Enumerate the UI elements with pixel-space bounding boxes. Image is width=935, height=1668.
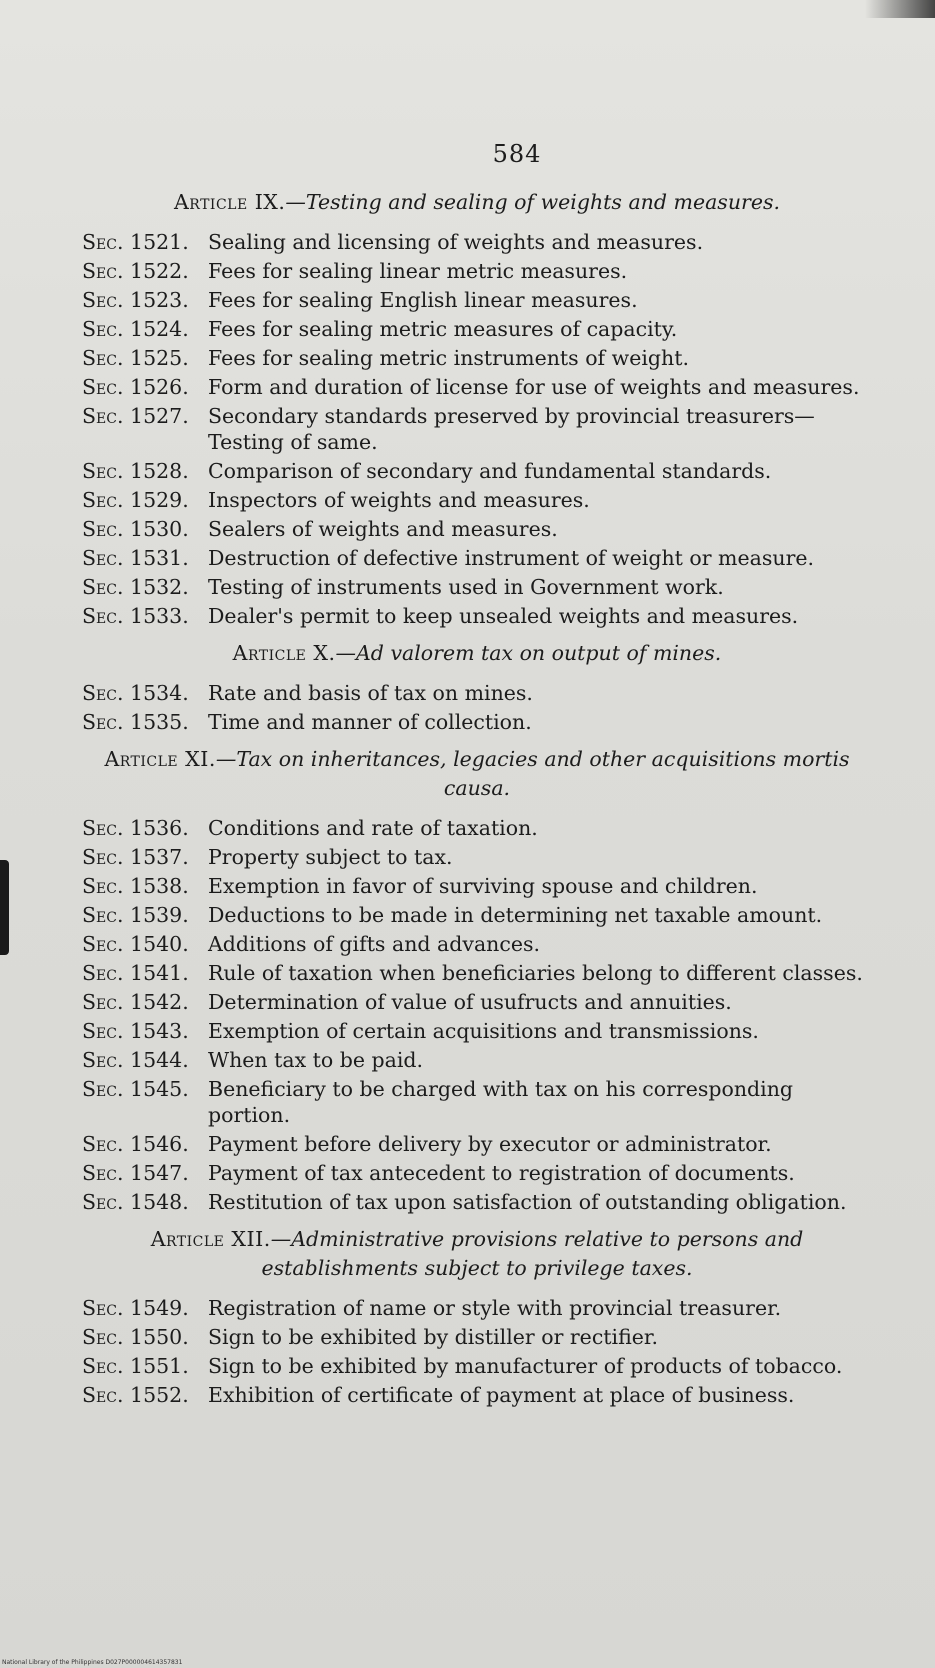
section-number [82,709,208,735]
section-prefix: Sec. [82,404,124,428]
section-number-value: 1539. [130,903,189,927]
section-title: Sealers of weights and measures. [208,517,558,541]
article-title: —Ad valorem tax on output of mines. [335,641,722,665]
section-prefix: Sec. [82,488,124,512]
section-entry [82,931,872,957]
section-prefix: Sec. [82,575,124,599]
section-number-value: 1534. [130,681,189,705]
section-entry [82,287,872,313]
section-number [82,815,208,841]
section-title: Form and duration of license for use of weights and measures. [208,375,860,399]
section-prefix: Sec. [82,288,124,312]
section-title: Deductions to be made in determining net taxable amount. [208,903,823,927]
section-prefix: Sec. [82,1132,124,1156]
article-title: —Administrative provisions relative to persons and establishments subject to privilege taxes. [261,1227,804,1280]
section-number-value: 1524. [130,317,189,341]
article-heading [82,1225,872,1283]
section-title: Destruction of defective instrument of weight or measure. [208,546,815,570]
section-number [82,487,208,513]
section-number [82,1295,208,1321]
section-number-value: 1552. [130,1383,189,1407]
section-prefix: Sec. [82,1019,124,1043]
section-number-value: 1544. [130,1048,189,1072]
section-title: Sealing and licensing of weights and measures. [208,230,704,254]
section-entry [82,989,872,1015]
section-title: Property subject to tax. [208,845,453,869]
section-title: Exemption of certain acquisitions and transmissions. [208,1019,759,1043]
section-entry [82,1131,872,1157]
section-title: Sign to be exhibited by distiller or rectifier. [208,1325,658,1349]
section-prefix: Sec. [82,816,124,840]
section-number [82,403,208,455]
section-number [82,1189,208,1215]
article-heading [82,639,872,668]
section-prefix: Sec. [82,710,124,734]
section-number [82,458,208,484]
article-label: Article IX. [173,190,286,214]
section-number-value: 1551. [130,1354,189,1378]
section-title: Conditions and rate of taxation. [208,816,538,840]
section-number [82,345,208,371]
section-number-value: 1532. [130,575,189,599]
section-prefix: Sec. [82,604,124,628]
section-number-value: 1525. [130,346,189,370]
section-entry [82,1324,872,1350]
section-title: Rate and basis of tax on mines. [208,681,533,705]
section-title: Secondary standards preserved by provincial treasurers—Testing of same. [208,404,815,454]
section-number [82,516,208,542]
section-entry [82,1382,872,1408]
section-prefix: Sec. [82,1048,124,1072]
section-number [82,1324,208,1350]
section-prefix: Sec. [82,375,124,399]
section-entry [82,1189,872,1215]
section-number [82,873,208,899]
section-entry [82,960,872,986]
section-number-value: 1523. [130,288,189,312]
section-prefix: Sec. [82,845,124,869]
section-prefix: Sec. [82,546,124,570]
section-number-value: 1543. [130,1019,189,1043]
section-number-value: 1546. [130,1132,189,1156]
section-title: Dealer's permit to keep unsealed weights and measures. [208,604,799,628]
section-entry [82,1018,872,1044]
section-prefix: Sec. [82,259,124,283]
section-prefix: Sec. [82,903,124,927]
section-number-value: 1535. [130,710,189,734]
section-number-value: 1521. [130,230,189,254]
section-entry [82,574,872,600]
section-number [82,545,208,571]
section-number-value: 1542. [130,990,189,1014]
scan-binding-mark [0,860,9,955]
section-number-value: 1526. [130,375,189,399]
section-number-value: 1536. [130,816,189,840]
section-prefix: Sec. [82,230,124,254]
section-prefix: Sec. [82,1354,124,1378]
section-entry [82,316,872,342]
section-title: Rule of taxation when beneficiaries belong to different classes. [208,961,863,985]
articles-container [82,188,872,1408]
section-number-value: 1522. [130,259,189,283]
section-number-value: 1545. [130,1077,189,1101]
section-entry [82,345,872,371]
scan-corner-shadow [865,0,935,18]
section-number [82,1160,208,1186]
section-entry [82,1295,872,1321]
section-number-value: 1533. [130,604,189,628]
section-number [82,1353,208,1379]
article-title: —Testing and sealing of weights and measures. [285,190,780,214]
section-number-value: 1548. [130,1190,189,1214]
section-entry [82,258,872,284]
section-entry [82,1353,872,1379]
section-number [82,229,208,255]
section-number [82,1018,208,1044]
section-number [82,989,208,1015]
section-number [82,931,208,957]
section-list [82,815,872,1215]
section-number [82,603,208,629]
section-number [82,960,208,986]
section-number-value: 1528. [130,459,189,483]
page-number: 584 [492,140,542,168]
page-content [82,140,872,1418]
section-number [82,316,208,342]
section-prefix: Sec. [82,1161,124,1185]
section-title: Fees for sealing English linear measures. [208,288,638,312]
section-number-value: 1540. [130,932,189,956]
article-title: —Tax on inheritances, legacies and other acquisitions mortis causa. [215,747,850,800]
section-prefix: Sec. [82,1296,124,1320]
section-number [82,287,208,313]
section-prefix: Sec. [82,1383,124,1407]
section-number-value: 1531. [130,546,189,570]
section-title: Inspectors of weights and measures. [208,488,590,512]
section-entry [82,458,872,484]
section-number-value: 1538. [130,874,189,898]
article-label: Article XII. [150,1227,271,1251]
section-prefix: Sec. [82,961,124,985]
section-number [82,844,208,870]
section-number-value: 1550. [130,1325,189,1349]
section-title: Exhibition of certificate of payment at place of business. [208,1383,795,1407]
section-title: Registration of name or style with provincial treasurer. [208,1296,782,1320]
section-entry [82,403,872,455]
section-prefix: Sec. [82,681,124,705]
section-number-value: 1541. [130,961,189,985]
section-entry [82,516,872,542]
section-title: Sign to be exhibited by manufacturer of products of tobacco. [208,1354,843,1378]
section-number-value: 1530. [130,517,189,541]
section-title: Restitution of tax upon satisfaction of outstanding obligation. [208,1190,847,1214]
section-title: Testing of instruments used in Government work. [208,575,724,599]
article-heading [82,188,872,217]
section-entry [82,844,872,870]
section-entry [82,680,872,706]
section-entry [82,815,872,841]
section-prefix: Sec. [82,459,124,483]
section-prefix: Sec. [82,1325,124,1349]
section-title: When tax to be paid. [208,1048,424,1072]
section-title: Fees for sealing metric instruments of weight. [208,346,689,370]
section-title: Determination of value of usufructs and annuities. [208,990,732,1014]
section-number [82,374,208,400]
section-number [82,1047,208,1073]
section-number [82,1382,208,1408]
section-number-value: 1549. [130,1296,189,1320]
article-label: Article X. [232,641,336,665]
section-prefix: Sec. [82,1190,124,1214]
section-title: Payment of tax antecedent to registration of documents. [208,1161,795,1185]
section-number [82,1131,208,1157]
section-title: Fees for sealing linear metric measures. [208,259,628,283]
section-title: Time and manner of collection. [208,710,532,734]
section-prefix: Sec. [82,874,124,898]
section-prefix: Sec. [82,317,124,341]
section-entry [82,902,872,928]
section-title: Fees for sealing metric measures of capacity. [208,317,678,341]
section-number-value: 1547. [130,1161,189,1185]
footer-credit: National Library of the Philippines D027P000004614357831 [2,1659,183,1666]
section-title: Beneficiary to be charged with tax on his corresponding portion. [208,1077,794,1127]
section-prefix: Sec. [82,517,124,541]
section-entry [82,873,872,899]
section-entry [82,545,872,571]
section-prefix: Sec. [82,346,124,370]
section-number [82,902,208,928]
article-heading [82,745,872,803]
section-entry [82,374,872,400]
section-entry [82,1047,872,1073]
section-title: Exemption in favor of surviving spouse and children. [208,874,758,898]
section-title: Comparison of secondary and fundamental standards. [208,459,772,483]
section-entry [82,229,872,255]
section-entry [82,1076,872,1128]
section-entry [82,1160,872,1186]
section-number [82,574,208,600]
section-list [82,229,872,629]
section-prefix: Sec. [82,932,124,956]
section-title: Additions of gifts and advances. [208,932,541,956]
section-list [82,1295,872,1408]
section-prefix: Sec. [82,1077,124,1101]
section-title: Payment before delivery by executor or administrator. [208,1132,772,1156]
section-number [82,680,208,706]
section-prefix: Sec. [82,990,124,1014]
article-label: Article XI. [104,747,216,771]
section-number-value: 1527. [130,404,189,428]
section-number-value: 1537. [130,845,189,869]
section-entry [82,709,872,735]
section-list [82,680,872,735]
section-entry [82,603,872,629]
section-number [82,1076,208,1128]
section-number [82,258,208,284]
section-number-value: 1529. [130,488,189,512]
section-entry [82,487,872,513]
